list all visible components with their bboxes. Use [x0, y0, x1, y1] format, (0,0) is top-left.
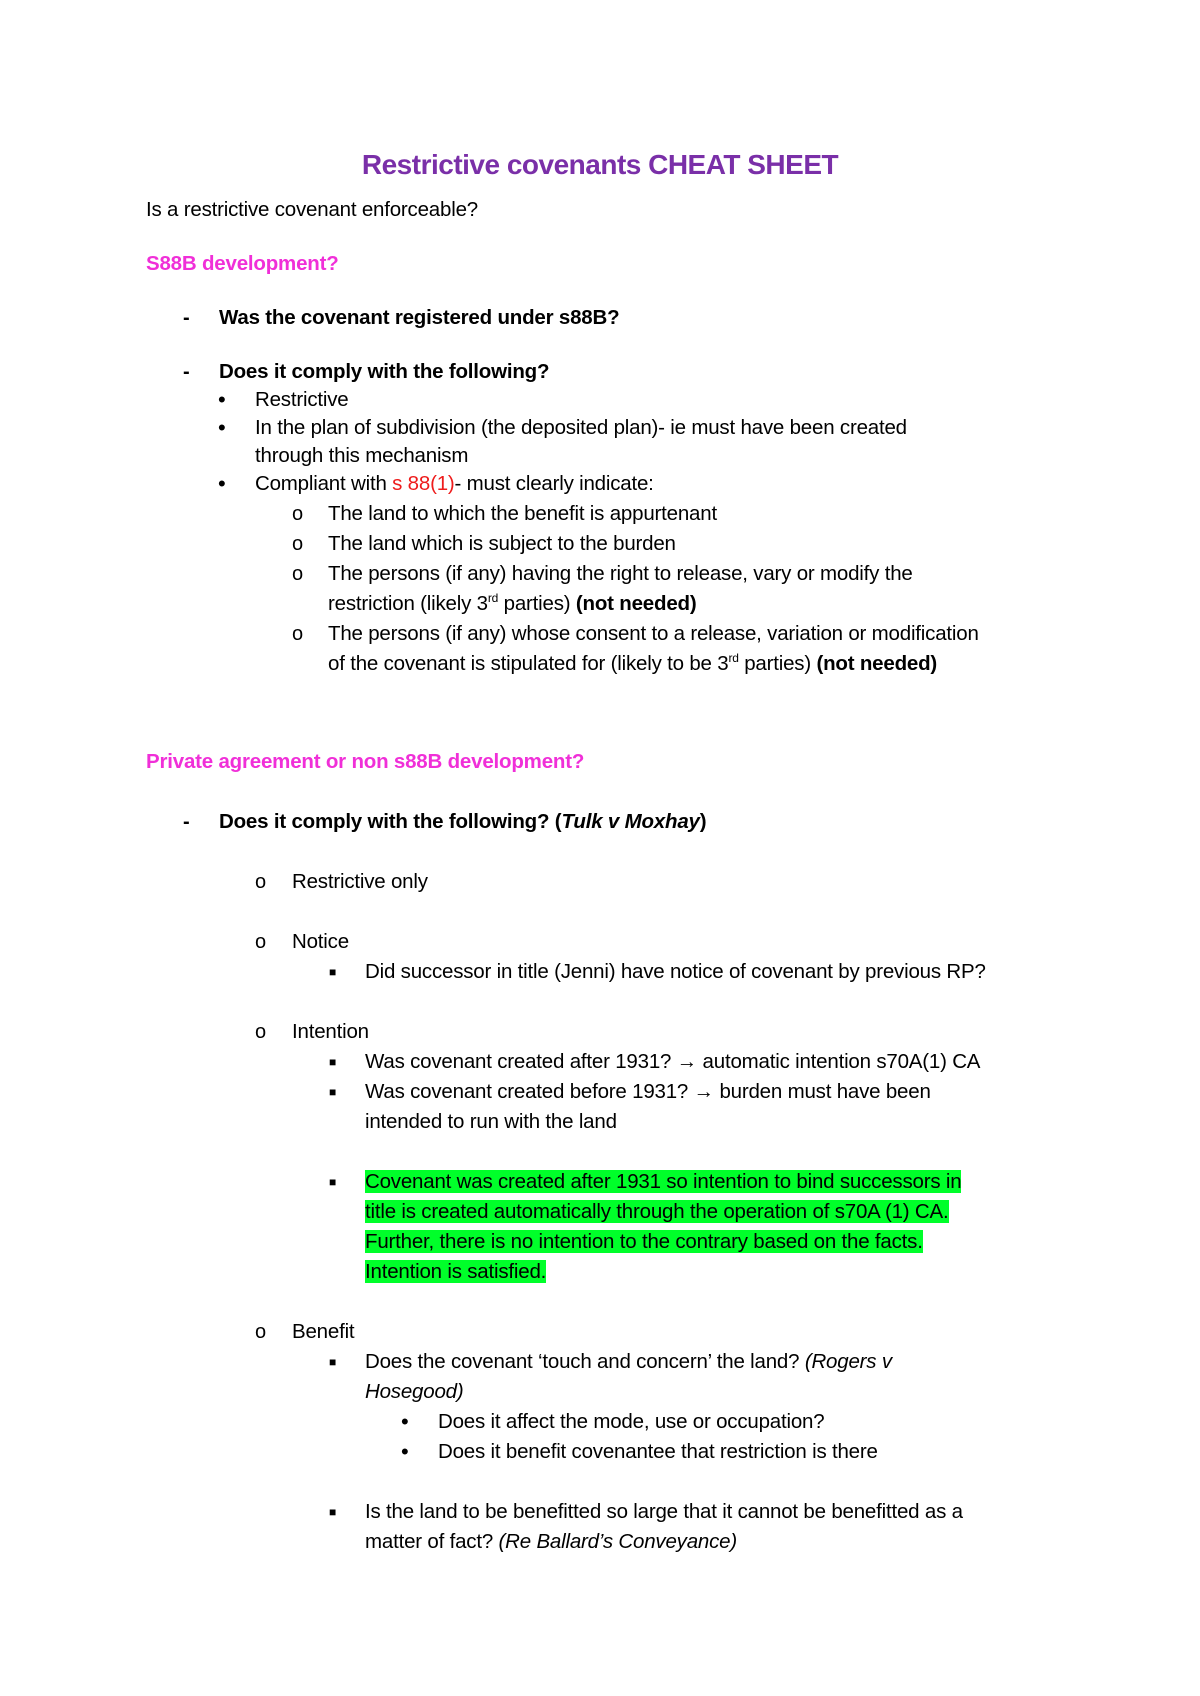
highlighted-text: Covenant was created after 1931 so intention to bind successors in [365, 1170, 962, 1193]
not-needed-note: (not needed) [575, 592, 697, 615]
question-text-post: ) [699, 810, 707, 833]
superscript: rd [728, 651, 739, 665]
bullet-3-text: Compliant with [255, 472, 393, 495]
private-question-1 [219, 808, 706, 836]
page-title: Restrictive covenants CHEAT SHEET [361, 149, 839, 180]
square-bullet: ■ [329, 1355, 337, 1369]
case-citation: Tulk v Moxhay [561, 810, 700, 833]
intention-sub-1-post: automatic intention s70A(1) CA [697, 1050, 981, 1073]
bullet-dot: • [218, 471, 226, 496]
benefit-sub-1 [365, 1348, 892, 1376]
benefit-dot-1: Does it affect the mode, use or occupation? [438, 1410, 825, 1433]
bullet-dot: • [218, 415, 226, 440]
square-bullet: ■ [329, 1085, 337, 1099]
intention-sub-2-post: burden must have been [713, 1080, 931, 1103]
intention-sub-2-line2: intended to run with the land [365, 1110, 617, 1133]
s88b-question-2: Does it comply with the following? [219, 360, 550, 383]
s88b-bullet-1: Restrictive [255, 388, 349, 411]
restrictive-only-item: Restrictive only [292, 870, 428, 893]
sub-3-text: restriction (likely 3 [328, 592, 488, 615]
section-reference: s 88(1) [392, 472, 455, 495]
intention-sub-1-text: Was covenant created after 1931? [365, 1050, 677, 1073]
s88b-sub-4-line1: The persons (if any) whose consent to a release, variation or modification [328, 622, 979, 645]
benefit-sub-1-line2: Hosegood) [365, 1380, 464, 1403]
square-bullet: ■ [329, 1175, 337, 1189]
circle-bullet: o [292, 503, 304, 525]
s88b-sub-3-line1: The persons (if any) having the right to release, vary or modify the [328, 562, 913, 585]
dash-bullet: - [183, 361, 190, 383]
s88b-sub-4-line2 [328, 650, 937, 678]
dash-bullet: - [183, 811, 190, 833]
dash-bullet: - [183, 307, 190, 329]
circle-bullet: o [255, 1321, 267, 1343]
square-bullet: ■ [329, 1505, 337, 1519]
sub-4-text: of the covenant is stipulated for (likely to be 3 [328, 652, 729, 675]
intention-sub-1 [365, 1048, 980, 1076]
intention-sub-2-text: Was covenant created before 1931? [365, 1080, 694, 1103]
circle-bullet: o [292, 563, 304, 585]
s88b-bullet-3 [255, 470, 654, 498]
sub-3-text-post: parties) [498, 592, 576, 615]
bullet-dot: • [401, 1439, 409, 1464]
notice-item: Notice [292, 930, 349, 953]
case-citation: (Rogers v [804, 1350, 892, 1373]
section-heading-private: Private agreement or non s88B development? [146, 750, 585, 773]
benefit-item: Benefit [292, 1320, 355, 1343]
section-heading-s88b: S88B development? [146, 252, 339, 275]
bullet-dot: • [401, 1409, 409, 1434]
benefit-sub-1-text: Does the covenant ‘touch and concern’ the land? [365, 1350, 805, 1373]
s88b-sub-1: The land to which the benefit is appurtenant [328, 502, 717, 525]
highlight-line-2 [365, 1198, 949, 1226]
s88b-question-1: Was the covenant registered under s88B? [219, 306, 620, 329]
arrow-right-icon: → [676, 1050, 698, 1073]
highlighted-text: Further, there is no intention to the contrary based on the facts. [365, 1230, 923, 1253]
intro-question: Is a restrictive covenant enforceable? [146, 198, 478, 221]
circle-bullet: o [255, 931, 267, 953]
benefit-sub-2-line2 [365, 1528, 737, 1556]
highlighted-text: Intention is satisfied. [365, 1260, 547, 1283]
s88b-sub-3-line2 [328, 590, 696, 618]
highlight-line-1 [365, 1168, 961, 1196]
benefit-dot-2: Does it benefit covenantee that restriction is there [438, 1440, 878, 1463]
sub-4-text-post: parties) [738, 652, 817, 675]
highlighted-text: title is created automatically through the operation of s70A (1) CA. [365, 1200, 949, 1223]
s88b-bullet-2-line2: through this mechanism [255, 444, 469, 467]
circle-bullet: o [255, 1021, 267, 1043]
benefit-sub-2-line1: Is the land to be benefitted so large that it cannot be benefitted as a [365, 1500, 963, 1523]
arrow-right-icon: → [693, 1080, 714, 1103]
bullet-dot: • [218, 387, 226, 412]
circle-bullet: o [255, 871, 267, 893]
square-bullet: ■ [329, 965, 337, 979]
bullet-3-text-post: - must clearly indicate: [454, 472, 654, 495]
benefit-sub-2-text: matter of fact? [365, 1530, 499, 1553]
s88b-sub-2: The land which is subject to the burden [328, 532, 676, 555]
notice-sub-item: Did successor in title (Jenni) have notice of covenant by previous RP? [365, 960, 986, 983]
intention-sub-2 [365, 1078, 931, 1106]
intention-item: Intention [292, 1020, 369, 1043]
s88b-bullet-2-line1: In the plan of subdivision (the deposited plan)- ie must have been created [255, 416, 907, 439]
case-citation: (Re Ballard’s Conveyance) [498, 1530, 737, 1553]
square-bullet: ■ [329, 1055, 337, 1069]
highlight-line-3 [365, 1228, 923, 1256]
highlight-line-4 [365, 1258, 546, 1286]
circle-bullet: o [292, 623, 304, 645]
circle-bullet: o [292, 533, 304, 555]
question-text: Does it comply with the following? ( [219, 810, 562, 833]
not-needed-note: (not needed) [816, 652, 938, 675]
superscript: rd [487, 591, 499, 605]
